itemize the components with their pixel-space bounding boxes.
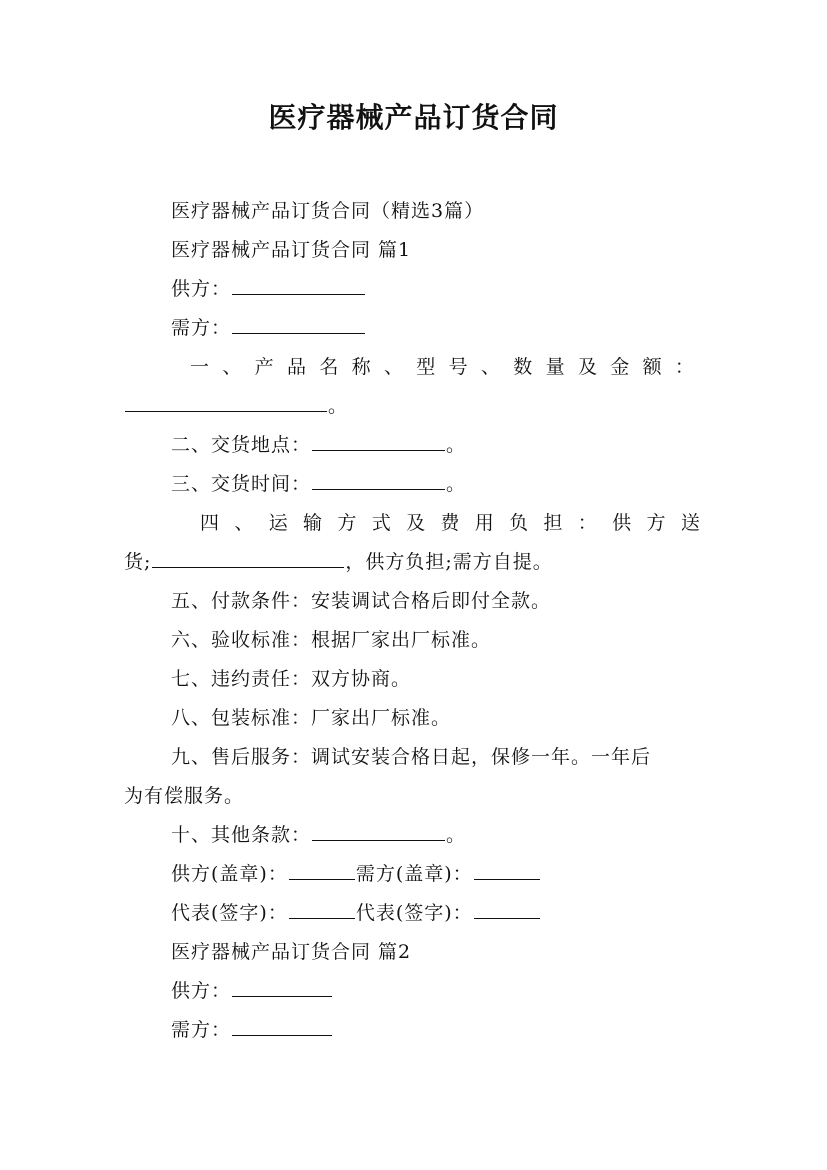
item3-blank	[312, 471, 445, 490]
item1-heading-char: 产	[254, 356, 274, 378]
item1-heading-char: 、	[383, 356, 403, 378]
item3-line	[171, 471, 466, 497]
buyer2-blank	[232, 1017, 332, 1036]
buyer2-label: 需方：	[171, 1019, 232, 1041]
item2-blank	[312, 432, 445, 451]
item1-heading-char: 数	[513, 356, 533, 378]
buyer-seal-blank	[474, 861, 540, 880]
document-title: 医疗器械产品订货合同	[268, 101, 559, 134]
item4-heading-char: 供	[612, 512, 632, 534]
seal-line	[171, 861, 541, 887]
item9-line2: 为有偿服务。	[124, 785, 245, 807]
item3-label: 三、交货时间：	[171, 473, 312, 495]
buyer-line	[171, 315, 366, 341]
item8-line: 八、包装标准：厂家出厂标准。	[171, 707, 452, 729]
item4-heading-char: 送	[680, 512, 700, 534]
item3-end: 。	[446, 473, 467, 495]
item4-heading-char: 及	[406, 512, 426, 534]
item1-fill-line	[124, 393, 348, 419]
item10-line	[171, 822, 466, 848]
item4-end: ，供方负担;需方自提。	[345, 551, 553, 573]
item4-heading-char: 费	[440, 512, 460, 534]
supplier-seal-blank	[289, 861, 355, 880]
item1-heading-char: 、	[222, 356, 242, 378]
item1-heading-char: 品	[286, 356, 306, 378]
item4-heading-char: 方	[337, 512, 357, 534]
buyer-seal-label: 需方(盖章)：	[355, 863, 473, 885]
item5-line: 五、付款条件：安装调试合格后即付全款。	[171, 590, 552, 612]
item4-heading-char: 用	[474, 512, 494, 534]
item4-heading-char: 式	[371, 512, 391, 534]
buyer2-line	[171, 1017, 333, 1043]
item10-label: 十、其他条款：	[171, 824, 312, 846]
item2-end: 。	[446, 434, 467, 456]
item2-label: 二、交货地点：	[171, 434, 312, 456]
item1-heading-char: ：	[674, 356, 694, 378]
item1-heading-char: 号	[448, 356, 468, 378]
item1-heading-char: 、	[480, 356, 500, 378]
item6-line: 六、验收标准：根据厂家出厂标准。	[171, 629, 492, 651]
supplier2-label: 供方：	[171, 980, 232, 1002]
document-subtitle: 医疗器械产品订货合同（精选3篇）	[171, 200, 485, 222]
supplier-rep-blank	[289, 900, 355, 919]
supplier2-blank	[232, 978, 332, 997]
item1-heading-char: 额	[642, 356, 662, 378]
item4-blank	[152, 549, 344, 568]
buyer-blank	[232, 315, 365, 334]
item4-heading-char: 运	[268, 512, 288, 534]
item4-heading-char: 担	[543, 512, 563, 534]
supplier-rep-label: 代表(签字)：	[171, 902, 288, 924]
section1-heading: 医疗器械产品订货合同 篇1	[171, 239, 412, 261]
supplier-seal-label: 供方(盖章)：	[171, 863, 288, 885]
item1-heading-char: 金	[610, 356, 630, 378]
item1-heading-char: 名	[319, 356, 339, 378]
item1-heading-char: 及	[577, 356, 597, 378]
supplier-label: 供方：	[171, 278, 232, 300]
item10-end: 。	[446, 824, 467, 846]
item4-fill-line	[124, 549, 553, 575]
buyer-rep-label: 代表(签字)：	[355, 902, 473, 924]
item4-heading-char: ：	[577, 512, 597, 534]
item1-blank	[125, 393, 327, 412]
item4-start: 货;	[124, 551, 152, 573]
item4-heading-char: 方	[646, 512, 666, 534]
item1-heading	[190, 354, 694, 380]
item4-heading-char: 四	[200, 512, 220, 534]
item9-line1: 九、售后服务：调试安装合格日起，保修一年。一年后	[171, 746, 652, 768]
signature-line	[171, 900, 541, 926]
item1-heading-char: 量	[545, 356, 565, 378]
supplier2-line	[171, 978, 333, 1004]
supplier-blank	[232, 276, 365, 295]
item4-heading-char: 输	[303, 512, 323, 534]
item1-end: 。	[328, 395, 349, 417]
item7-line: 七、违约责任：双方协商。	[171, 668, 412, 690]
section2-heading: 医疗器械产品订货合同 篇2	[171, 941, 412, 963]
item2-line	[171, 432, 466, 458]
buyer-rep-blank	[474, 900, 540, 919]
buyer-label: 需方：	[171, 317, 232, 339]
item4-heading-char: 负	[509, 512, 529, 534]
item4-heading	[200, 510, 700, 536]
item1-heading-char: 型	[416, 356, 436, 378]
item1-heading-char: 称	[351, 356, 371, 378]
item10-blank	[312, 822, 445, 841]
item4-heading-char: 、	[234, 512, 254, 534]
item1-heading-char: 一	[190, 356, 210, 378]
supplier-line	[171, 276, 366, 302]
